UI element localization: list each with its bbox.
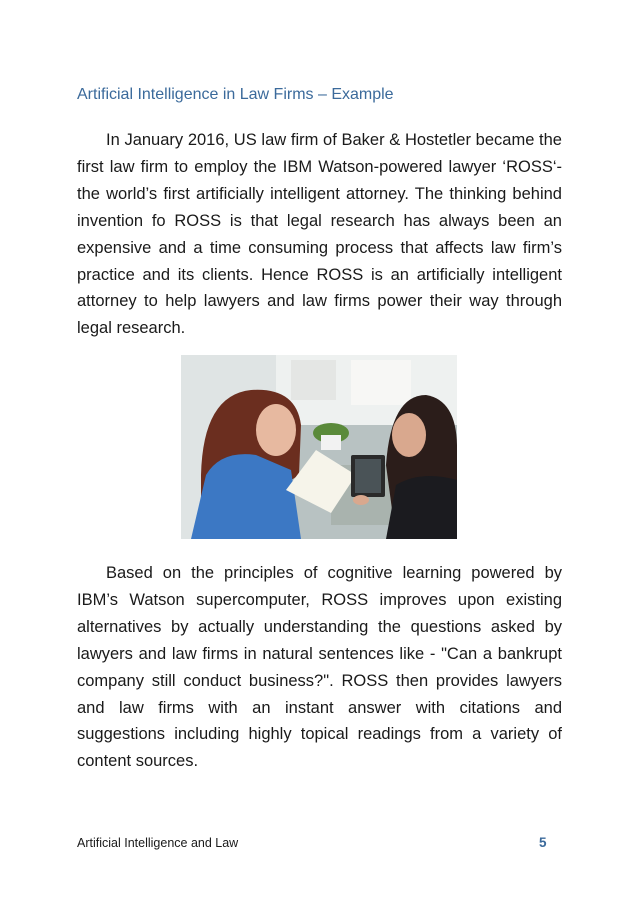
- paragraph-ross-details: Based on the principles of cognitive learning powered by IBM’s Watson supercomputer, ROSS improves upon existing alternatives by actually understanding the questions asked by lawyers and law firms in natural sentences like - "Can a bankrupt company still conduct business?". ROSS then provides lawyers and law firms with an instant answer with citations and suggestions including highly topical readings from a variety of content sources.: [77, 564, 562, 771]
- paragraph-intro: In January 2016, US law firm of Baker & Hostetler became the first law firm to employ the IBM Watson-powered lawyer ‘ROSS‘- the world’s first artificially intelligent attorney. The thinking behind invention fo ROSS is that legal research has always been an expensive and a time consuming process that affects law firm’s practice and its clients. Hence ROSS is an artificially intelligent attorney to help lawyers and law firms power their way through legal research.: [77, 131, 562, 338]
- photo-two-women-with-tablet: [181, 355, 457, 539]
- footer-document-title: Artificial Intelligence and Law: [77, 836, 239, 850]
- footer-page-number: 5: [539, 835, 547, 850]
- section-heading: Artificial Intelligence in Law Firms – Example: [77, 86, 394, 103]
